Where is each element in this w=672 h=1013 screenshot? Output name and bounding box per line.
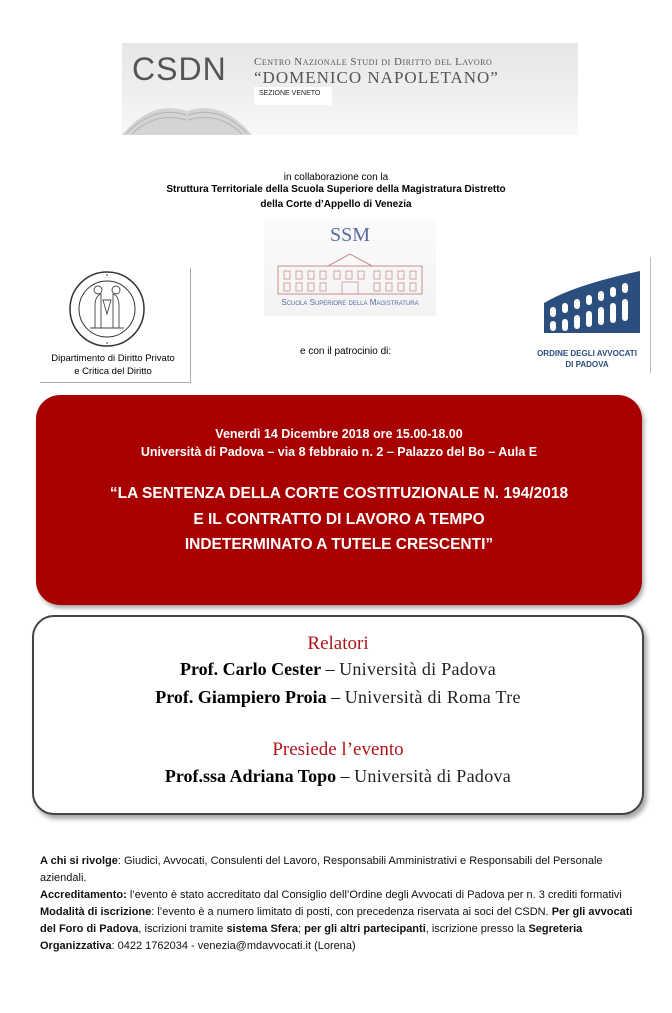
chair-name: Prof.ssa Adriana Topo bbox=[164, 766, 337, 786]
accreditation-paragraph bbox=[40, 887, 636, 904]
speaker-row: Prof. Giampiero Proia – Università di Roma Tre bbox=[155, 687, 521, 707]
accreditation-label: Accreditamento: bbox=[40, 889, 127, 901]
audience-label: A chi si rivolge bbox=[40, 855, 118, 867]
speaker-name: Prof. Giampiero Proia bbox=[155, 687, 327, 707]
speaker-row: Prof. Carlo Cester – Università di Padova bbox=[179, 659, 497, 679]
chair-heading: Presiede l’evento bbox=[272, 739, 404, 760]
audience-text: : Giudici, Avvocati, Consulenti del Lavoro, Responsabili Amministrativi e Responsabili del Personale aziendali. bbox=[40, 855, 603, 884]
registration-bold-text: Segreteria Organizzativa bbox=[40, 923, 583, 952]
accreditation-text: l’evento è stato accreditato dal Consiglio dell’Ordine degli Avvocati di Padova per n. 3 crediti formativi bbox=[126, 889, 622, 901]
section-label: SEZIONE VENETO bbox=[259, 90, 321, 97]
csdn-full-name: Centro Nazionale Studi di Diritto del Lavoro bbox=[254, 56, 493, 68]
registration-bold-text: sistema Sfera bbox=[226, 923, 298, 935]
registration-text: ; bbox=[297, 923, 305, 935]
event-title-line-1: “LA SENTENZA DELLA CORTE COSTITUZIONALE N. 194/2018 bbox=[109, 485, 569, 502]
speaker-affiliation: Università di Roma Tre bbox=[344, 687, 521, 707]
university-logo bbox=[40, 268, 191, 383]
speaker-name: Prof. Carlo Cester bbox=[179, 659, 322, 679]
event-title-line-3: INDETERMINATO A TUTELE CRESCENTI” bbox=[184, 536, 494, 553]
chair-row: Prof.ssa Adriana Topo – Università di Padova bbox=[164, 766, 512, 786]
svg-text:·····: ····· bbox=[103, 275, 111, 280]
chair-affiliation: Università di Padova bbox=[354, 766, 512, 786]
csdn-acronym: CSDN bbox=[132, 51, 227, 87]
speaker-affiliation: Università di Padova bbox=[339, 659, 497, 679]
registration-bold-text: Per gli avvocati del Foro di Padova bbox=[40, 906, 633, 935]
event-title-line-2: E IL CONTRATTO DI LAVORO A TEMPO bbox=[193, 511, 485, 528]
university-seal-icon bbox=[68, 270, 146, 348]
bar-association-line-1: ORDINE DEGLI AVVOCATI bbox=[537, 349, 637, 358]
event-info-block bbox=[40, 853, 636, 955]
department-line-1: Dipartimento di Diritto Privato bbox=[51, 353, 175, 364]
registration-label: Modalità di iscrizione bbox=[40, 906, 152, 918]
registration-text: : l’evento è a numero limitato di posti, con precedenza riservata ai soci del CSDN. bbox=[151, 906, 552, 918]
patronage-label: e con il patrocinio di: bbox=[300, 346, 392, 357]
collaboration-line-2: della Corte d’Appello di Venezia bbox=[260, 199, 412, 210]
csdn-subtitle: “DOMENICO NAPOLETANO” bbox=[254, 68, 499, 87]
csdn-logo-banner bbox=[122, 43, 578, 135]
event-date: Venerdì 14 Dicembre 2018 ore 15.00-18.00 bbox=[215, 427, 463, 441]
registration-text: : 0422 1762034 - venezia@mdavvocati.it (Lorena) bbox=[111, 940, 356, 952]
arena-icon bbox=[540, 263, 644, 341]
palace-illustration-icon bbox=[276, 252, 424, 296]
speakers-box bbox=[32, 615, 644, 815]
event-details-box bbox=[36, 395, 642, 605]
audience-paragraph bbox=[40, 853, 636, 887]
ssm-subtitle: Scuola Superiore della Magistratura bbox=[281, 298, 419, 307]
bar-association-logo bbox=[524, 257, 651, 373]
bar-association-line-2: DI PADOVA bbox=[565, 360, 609, 369]
ssm-acronym: SSM bbox=[329, 224, 371, 246]
collaboration-line-1: Struttura Territoriale della Scuola Superiore della Magistratura Distretto bbox=[166, 184, 506, 195]
ssm-logo bbox=[264, 218, 436, 316]
collaboration-intro: in collaborazione con la bbox=[283, 172, 389, 183]
registration-text: , iscrizione presso la bbox=[425, 923, 529, 935]
registration-paragraph bbox=[40, 904, 636, 955]
event-venue: Università di Padova – via 8 febbraio n. 2 – Palazzo del Bo – Aula E bbox=[140, 445, 538, 459]
open-book-icon bbox=[122, 93, 252, 135]
registration-text: , iscrizioni tramite bbox=[138, 923, 227, 935]
registration-bold-text: per gli altri partecipanti bbox=[304, 923, 426, 935]
department-line-2: e Critica del Diritto bbox=[74, 366, 152, 377]
speakers-heading: Relatori bbox=[307, 633, 369, 654]
